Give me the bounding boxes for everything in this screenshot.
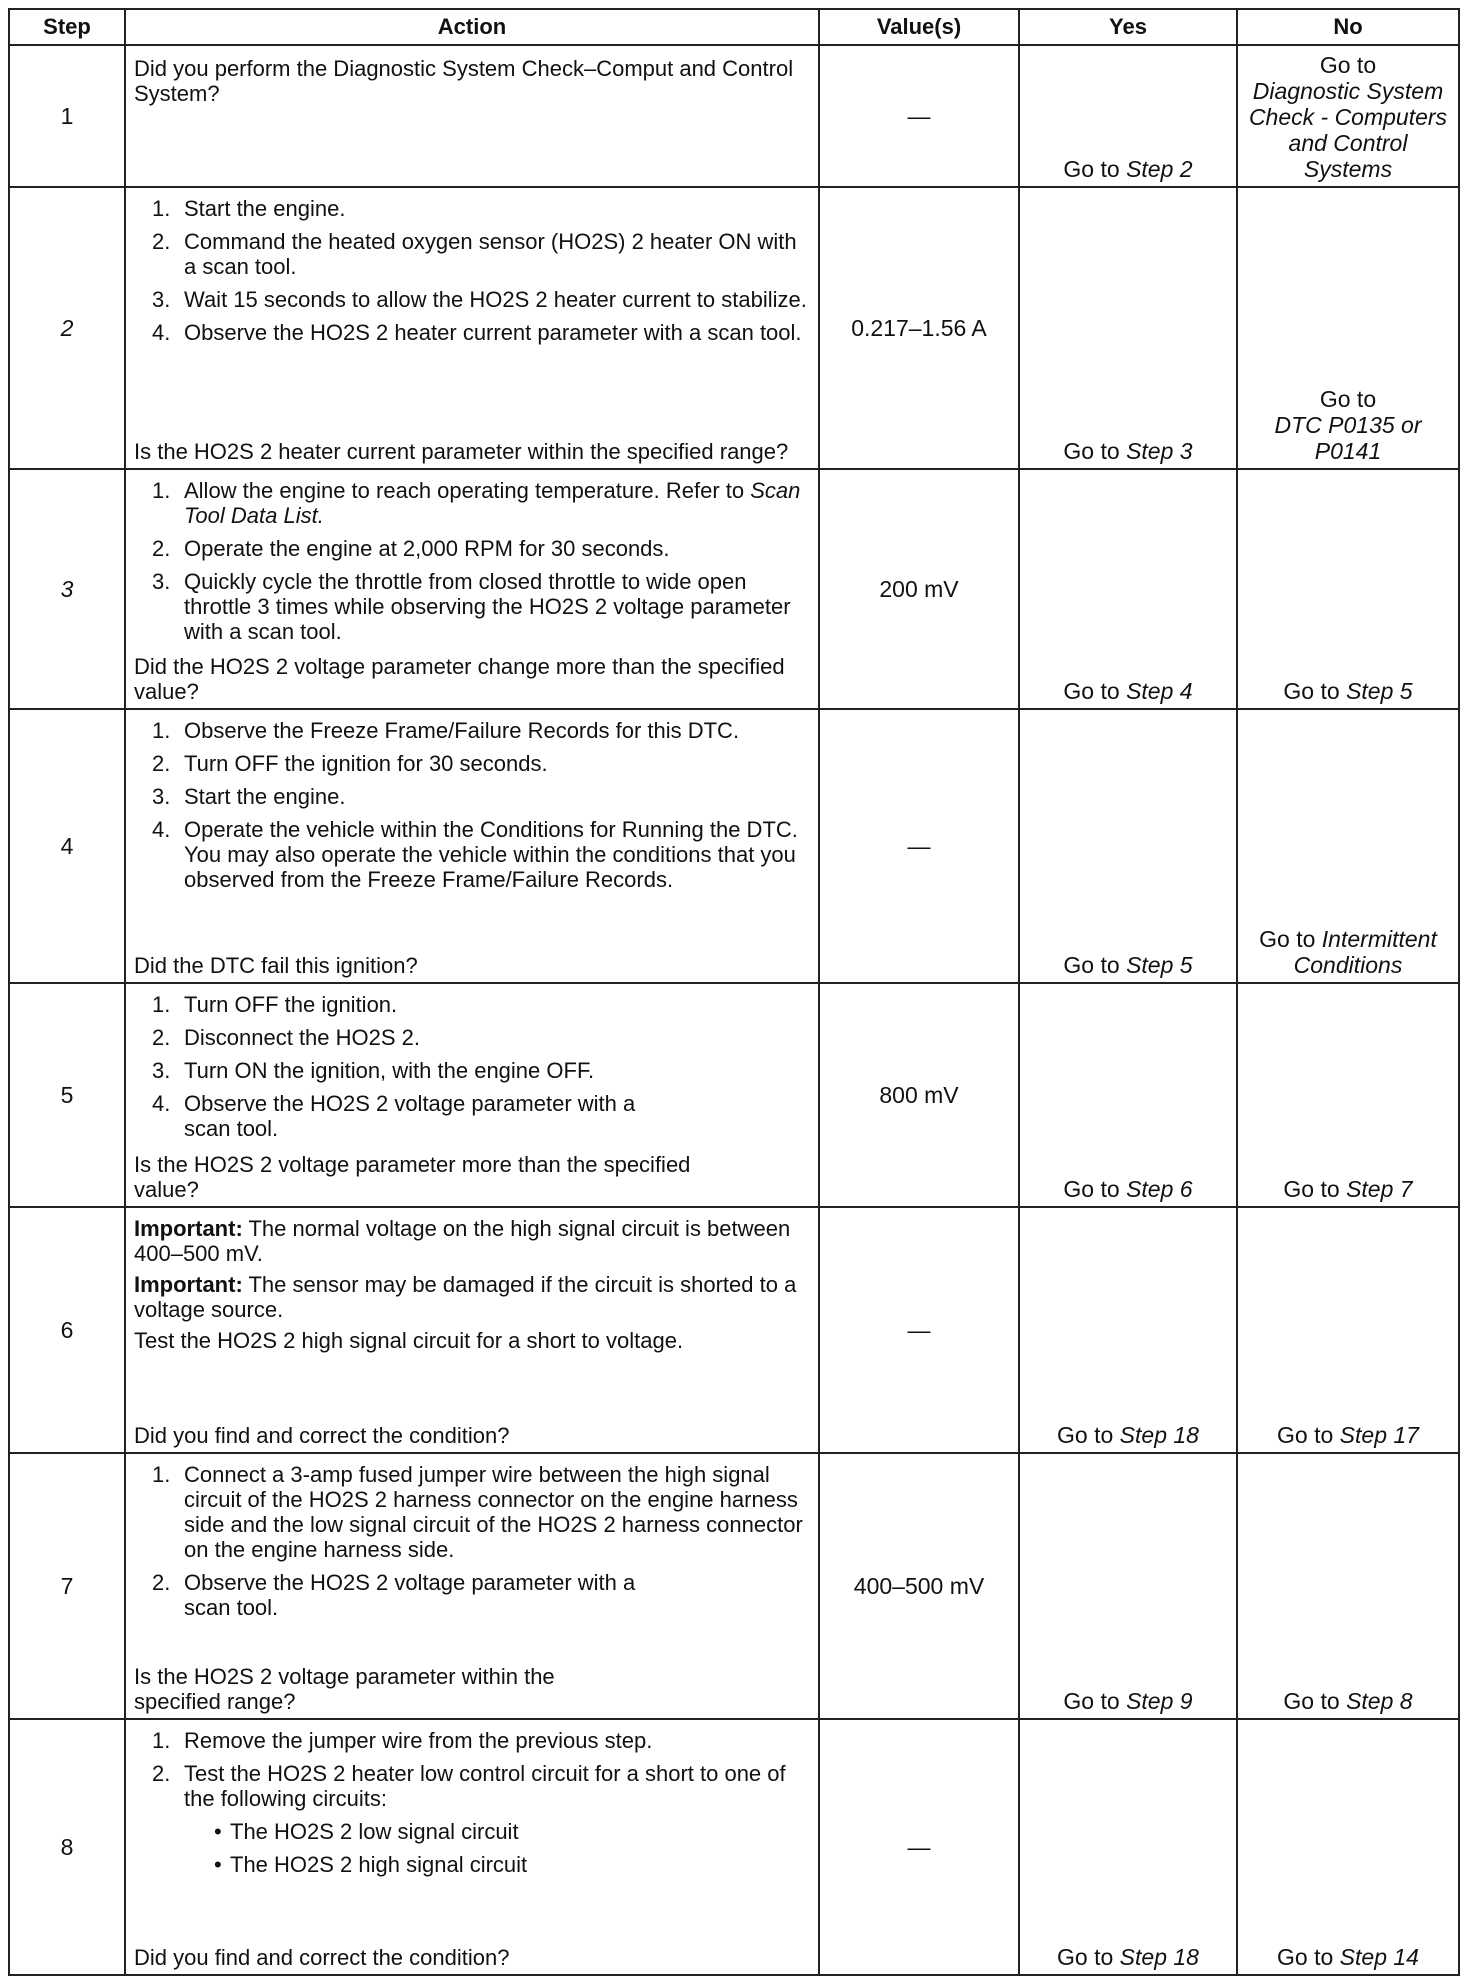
procedure-list <box>134 196 808 353</box>
list-item: 4. Observe the HO2S 2 voltage parameter with a scan tool. <box>152 1091 636 1141</box>
step-number: 7 <box>9 1453 125 1719</box>
table-row <box>9 187 1459 469</box>
procedure-list <box>134 992 808 1149</box>
no-step-link[interactable]: Step 5 <box>1346 678 1413 704</box>
yes-step-link[interactable]: Step 18 <box>1119 1422 1199 1448</box>
table-row <box>9 1719 1459 1975</box>
question-text: Did you find and correct the condition? <box>134 1945 510 1970</box>
step-number: 8 <box>9 1719 125 1975</box>
goto-text: Go to <box>1319 386 1377 412</box>
header-row <box>9 9 1459 45</box>
goto-text: Go to <box>1283 678 1340 704</box>
action-cell <box>125 983 819 1207</box>
step-number: 4 <box>9 709 125 983</box>
value-cell: — <box>819 709 1019 983</box>
action-cell <box>125 187 819 469</box>
yes-cell <box>1019 1719 1237 1975</box>
no-step-link[interactable]: Step 7 <box>1346 1176 1413 1202</box>
question-text: Did you perform the Diagnostic System Check–Comput and Control System? <box>134 56 794 106</box>
table-row <box>9 1453 1459 1719</box>
table-row <box>9 983 1459 1207</box>
procedure-list <box>134 1462 808 1628</box>
yes-cell <box>1019 1453 1237 1719</box>
yes-step-link[interactable]: Step 5 <box>1126 952 1193 978</box>
header-action: Action <box>125 9 819 45</box>
yes-cell <box>1019 1207 1237 1453</box>
goto-text: Go to <box>1259 926 1316 952</box>
list-item: • The HO2S 2 low signal circuit <box>214 1819 519 1844</box>
action-cell <box>125 1207 819 1453</box>
step-number: 3 <box>9 469 125 709</box>
value-cell: 400–500 mV <box>819 1453 1019 1719</box>
table-row <box>9 469 1459 709</box>
list-item: 2. Turn OFF the ignition for 30 seconds. <box>152 751 548 776</box>
header-step: Step <box>9 9 125 45</box>
list-item: 3. Quickly cycle the throttle from closed throttle to wide open throttle 3 times while observing the HO2S 2 voltage parameter with a scan tool. <box>152 569 791 644</box>
question-text: Did the DTC fail this ignition? <box>134 953 418 978</box>
important-note <box>134 1272 808 1322</box>
important-label: Important: <box>134 1216 243 1241</box>
question-text: Is the HO2S 2 heater current parameter within the specified range? <box>134 439 789 464</box>
step-number: 6 <box>9 1207 125 1453</box>
list-item: • The HO2S 2 high signal circuit <box>214 1852 528 1877</box>
yes-step-link[interactable]: Step 18 <box>1119 1944 1199 1970</box>
no-cell <box>1237 709 1459 983</box>
list-item: 1. Turn OFF the ignition. <box>152 992 398 1017</box>
step-number: 2 <box>9 187 125 469</box>
goto-text: Go to <box>1063 952 1120 978</box>
table-row <box>9 45 1459 187</box>
yes-cell <box>1019 45 1237 187</box>
no-cell <box>1237 45 1459 187</box>
header-values: Value(s) <box>819 9 1019 45</box>
goto-text: Go to <box>1063 156 1120 182</box>
header-no: No <box>1237 9 1459 45</box>
step-number: 5 <box>9 983 125 1207</box>
table-row <box>9 1207 1459 1453</box>
yes-cell <box>1019 983 1237 1207</box>
list-item: 2. Operate the engine at 2,000 RPM for 30 seconds. <box>152 536 670 561</box>
important-label: Important: <box>134 1272 243 1297</box>
no-reference-link[interactable]: Diagnostic System Check - Computers and Control Systems <box>1248 78 1448 182</box>
no-step-link[interactable]: Step 8 <box>1346 1688 1413 1714</box>
goto-text: Go to <box>1277 1422 1334 1448</box>
action-cell <box>125 709 819 983</box>
list-item: 1. Start the engine. <box>152 196 346 221</box>
goto-text: Go to <box>1063 438 1120 464</box>
list-item: 2. Command the heated oxygen sensor (HO2S) 2 heater ON with a scan tool. <box>152 229 797 279</box>
value-cell: — <box>819 1719 1019 1975</box>
circuit-bullet-list <box>184 1819 808 1877</box>
no-cell <box>1237 1207 1459 1453</box>
list-item: 1. Remove the jumper wire from the previous step. <box>152 1728 653 1753</box>
value-cell: 0.217–1.56 A <box>819 187 1019 469</box>
yes-step-link[interactable]: Step 9 <box>1126 1688 1193 1714</box>
list-item: 4. Observe the HO2S 2 heater current parameter with a scan tool. <box>152 320 802 345</box>
step-number: 1 <box>9 45 125 187</box>
no-reference-link[interactable]: Intermittent Conditions <box>1293 926 1437 978</box>
yes-step-link[interactable]: Step 3 <box>1126 438 1193 464</box>
goto-text: Go to <box>1057 1944 1114 1970</box>
important-text: The sensor may be damaged if the circuit is shorted to a voltage source. <box>134 1272 797 1322</box>
yes-step-link[interactable]: Step 2 <box>1126 156 1193 182</box>
yes-step-link[interactable]: Step 4 <box>1126 678 1193 704</box>
goto-text: Go to <box>1283 1688 1340 1714</box>
question-text: Is the HO2S 2 voltage parameter within the specified range? <box>134 1664 555 1714</box>
yes-cell <box>1019 709 1237 983</box>
value-cell: 200 mV <box>819 469 1019 709</box>
list-item: 2. Test the HO2S 2 heater low control circuit for a short to one of the following circuits: • The HO2S 2 low signal circuit • The HO2S 2 high signal circuit <box>134 1761 808 1885</box>
value-cell: — <box>819 45 1019 187</box>
procedure-list <box>134 478 808 652</box>
header-yes: Yes <box>1019 9 1237 45</box>
value-cell: 800 mV <box>819 983 1019 1207</box>
list-item: 1. Connect a 3-amp fused jumper wire between the high signal circuit of the HO2S 2 harness connector on the engine harness side and the low signal circuit of the HO2S 2 harness connector on the engine harness side. <box>152 1462 803 1562</box>
no-cell <box>1237 187 1459 469</box>
question-text: Did the HO2S 2 voltage parameter change more than the specified value? <box>134 654 785 704</box>
goto-text: Go to <box>1277 1944 1334 1970</box>
value-cell: — <box>819 1207 1019 1453</box>
no-cell <box>1237 1719 1459 1975</box>
list-item: 3. Turn ON the ignition, with the engine OFF. <box>152 1058 595 1083</box>
no-cell <box>1237 983 1459 1207</box>
important-text: The normal voltage on the high signal circuit is between 400–500 mV. <box>134 1216 791 1266</box>
no-reference-link[interactable]: DTC P0135 or P0141 <box>1274 412 1422 464</box>
no-cell <box>1237 1453 1459 1719</box>
list-item: 1. Allow the engine to reach operating temperature. Refer to Scan Tool Data List. <box>152 478 801 528</box>
list-item: 3. Wait 15 seconds to allow the HO2S 2 heater current to stabilize. <box>152 287 807 312</box>
yes-cell <box>1019 187 1237 469</box>
goto-text: Go to <box>1063 1688 1120 1714</box>
no-step-link[interactable]: Step 14 <box>1339 1944 1419 1970</box>
goto-text: Go to <box>1063 1176 1120 1202</box>
goto-text: Go to <box>1063 678 1120 704</box>
diagnostic-table <box>8 8 1460 1976</box>
table-row <box>9 709 1459 983</box>
scan-tool-data-list-link[interactable]: Scan Tool Data List. <box>184 478 801 528</box>
list-item: 2. Observe the HO2S 2 voltage parameter with a scan tool. <box>152 1570 636 1620</box>
action-cell <box>125 469 819 709</box>
list-item: 1. Observe the Freeze Frame/Failure Records for this DTC. <box>152 718 740 743</box>
list-item: 4. Operate the vehicle within the Conditions for Running the DTC. You may also operate the vehicle within the conditions that you observed from the Freeze Frame/Failure Records. <box>152 817 798 892</box>
procedure-list <box>134 718 808 900</box>
yes-cell <box>1019 469 1237 709</box>
instruction-text: Test the HO2S 2 high signal circuit for a short to voltage. <box>134 1328 684 1353</box>
goto-text: Go to <box>1057 1422 1114 1448</box>
action-cell <box>125 1719 819 1975</box>
list-item: 2. Disconnect the HO2S 2. <box>152 1025 421 1050</box>
list-item: 3. Start the engine. <box>152 784 346 809</box>
action-cell <box>125 45 819 187</box>
important-note <box>134 1216 808 1266</box>
no-step-link[interactable]: Step 17 <box>1339 1422 1419 1448</box>
question-text: Did you find and correct the condition? <box>134 1423 510 1448</box>
action-cell <box>125 1453 819 1719</box>
yes-step-link[interactable]: Step 6 <box>1126 1176 1193 1202</box>
goto-text: Go to <box>1283 1176 1340 1202</box>
no-cell <box>1237 469 1459 709</box>
question-text: Is the HO2S 2 voltage parameter more than the specified value? <box>134 1152 691 1202</box>
goto-text: Go to <box>1319 52 1377 78</box>
procedure-list <box>134 1728 808 1893</box>
